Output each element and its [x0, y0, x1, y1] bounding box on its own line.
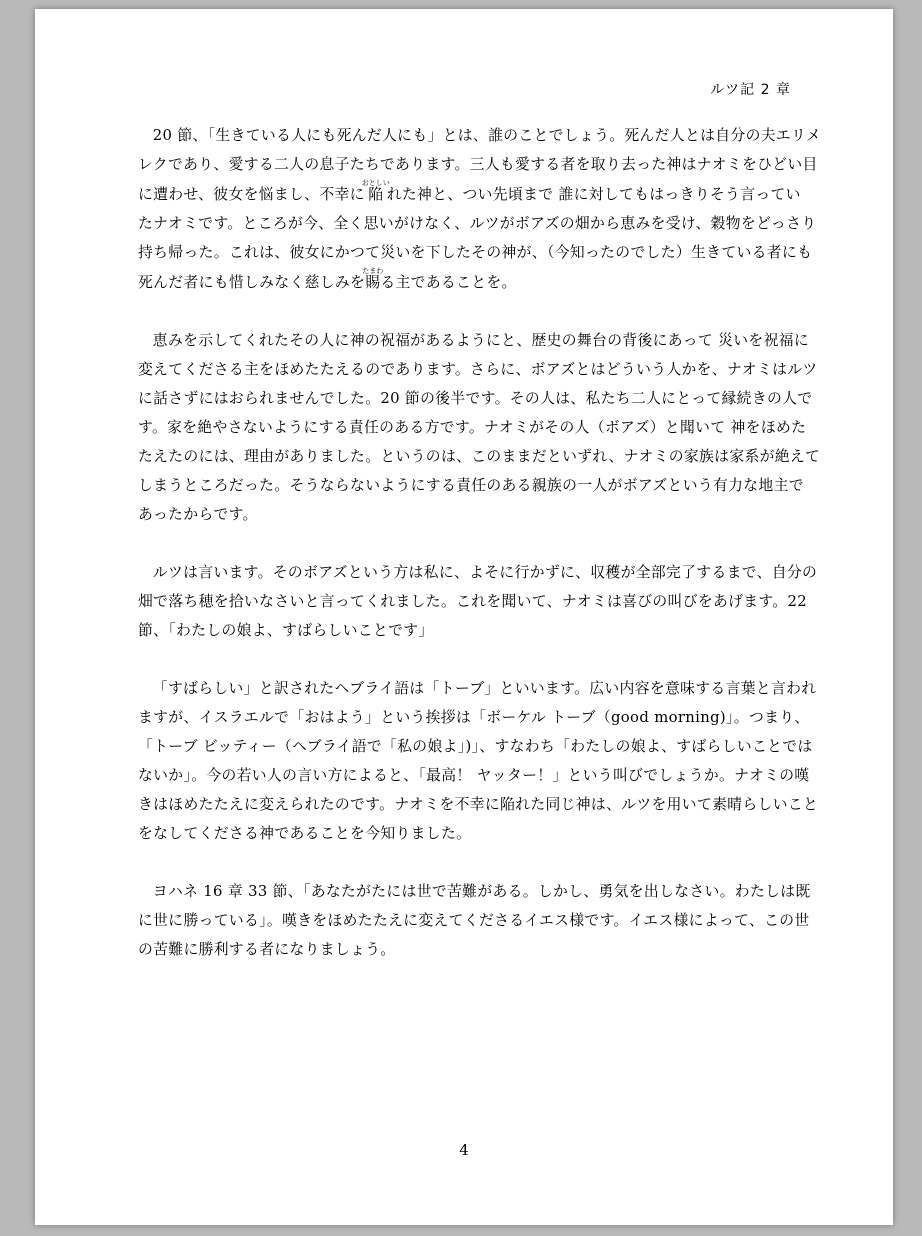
text-line: をなしてくださる神であることを今知りました。 [138, 825, 472, 842]
text-line: 「すばらしい」と訳されたヘブライ語は「トーブ」といいます。広い内容を意味する言葉と言われ [152, 680, 817, 697]
text-line: 持ち帰った。これは、彼女にかつて災いを下したその神が、（今知ったのでした）生きている者にも [138, 244, 813, 261]
paragraph [138, 121, 822, 297]
text-line: す。家を絶やさないようにする責任のある方です。ナオミがその人（ボアズ）と聞いて 神をほめた [138, 419, 807, 436]
text-line: の苦難に勝利する者になりましょう。 [138, 941, 396, 958]
text-line: きはほめたたえに変えられたのです。ナオミを不幸に陥れた同じ神は、ルツを用いて素晴らしいこと [138, 796, 819, 813]
text-line: 「トーブ ビッティー（ヘブライ語で「私の娘よ」)」、すなわち「わたしの娘よ、すばらしいことでは [138, 738, 813, 755]
text-line: 節、「わたしの娘よ、すばらしいことです」 [138, 622, 434, 639]
paragraph [138, 674, 819, 848]
ruby-line-part: る主であることを。 [380, 274, 517, 291]
ruby-line-part: に遭わせ、彼女を悩まし、不幸に [138, 186, 365, 203]
text-line: 恵みを示してくれたその人に神の祝福があるようにと、歴史の舞台の背後にあって 災いを祝福に [152, 332, 810, 349]
paragraph [138, 558, 818, 645]
text-line: たナオミです。ところが今、全く思いがけなく、ルツがボアズの畑から恵みを受け、穀物をどっさり [138, 215, 817, 232]
paragraph [138, 877, 811, 964]
text-line: ないか」。今の若い人の言い方によると、「最高！ ヤッター！」という叫びでしょうか。ナオミの嘆 [138, 767, 810, 784]
text-line: 畑で落ち穂を拾いなさいと言ってくれました。これを聞いて、ナオミは喜びの叫びをあげます。22 [138, 593, 808, 610]
text-line: ルツは言います。そのボアズという方は私に、よそに行かずに、収穫が全部完了するまで、自分の [152, 564, 818, 581]
text-line: に世に勝っている」。嘆きをほめたたえに変えてくださるイエス様です。イエス様によって、この世 [138, 912, 810, 929]
text-line: あったからです。 [138, 506, 258, 523]
page-header: ルツ記 2 章 [710, 82, 791, 98]
paragraph [138, 326, 821, 529]
ruby-line-part: れた神と、つい先頃まで 誰に対してもはっきりそう言ってい [386, 186, 801, 203]
text-line: ヨハネ 16 章 33 節、「あなたがたには世で苦難がある。しかし、勇気を出しなさい。わたしは既 [152, 883, 811, 900]
ruby-line-part: 死んだ者にも惜しみなく慈しみを [138, 274, 366, 291]
page-number: 4 [459, 1141, 469, 1159]
text-line-with-ruby [138, 267, 794, 297]
text-line: 20 節、「生きている人にも死んだ人にも」とは、誰のことでしょう。死んだ人とは自分の夫エリメ [152, 127, 822, 144]
text-line: レクであり、愛する二人の息子たちであります。三人も愛する者を取り去った神はナオミをひどい目 [138, 156, 818, 173]
text-line: たえたのには、理由がありました。というのは、このままだといずれ、ナオミの家族は家系が絶えて [138, 448, 821, 465]
text-line: に話さずにはおられませんでした。20 節の後半です。その人は、私たち二人にとって縁続きの人で [138, 390, 813, 407]
ruby-annotation: 陥おとしい [361, 179, 390, 203]
text-line: ますが、イスラエルで「おはよう」という挨拶は「ボーケル トーブ（good morning)」。つまり、 [138, 709, 810, 726]
document-page [35, 9, 893, 1225]
text-line: 変えてくださる主をほめたたえるのであります。さらに、ボアズとはどういう人かを、ナオミはルツ [138, 361, 818, 378]
document-body [138, 121, 822, 993]
text-line-with-ruby [138, 179, 801, 209]
text-line: しまうところだった。そうならないようにする責任のある親族の一人がボアズという有力な地主で [138, 477, 804, 494]
ruby-annotation: 賜たまわ [362, 267, 384, 291]
